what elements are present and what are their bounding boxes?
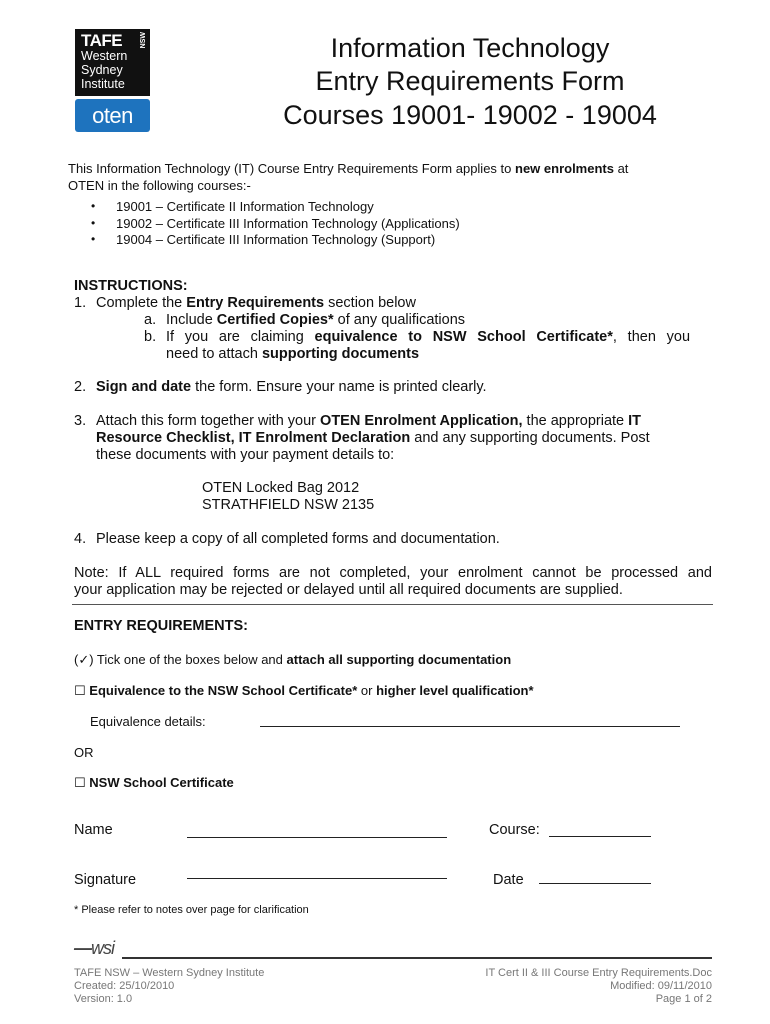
step3-mid: the appropriate <box>522 413 629 429</box>
step1b-line2 <box>166 346 419 363</box>
option1-bold2: higher level qualification* <box>376 683 534 698</box>
tick-pre: (✓) Tick one of the boxes below and <box>74 652 287 667</box>
step1-number: 1. <box>74 295 87 311</box>
logo-nsw-text: NSW <box>140 32 147 49</box>
intro-text: This Information Technology (IT) Course Entry Requirements Form applies to <box>68 161 515 176</box>
footer-divider <box>122 957 712 959</box>
date-field[interactable] <box>539 883 651 884</box>
entry-heading: ENTRY REQUIREMENTS: <box>74 618 249 634</box>
course-label: Course: <box>489 822 540 838</box>
bullet-dot: • <box>91 216 96 230</box>
step1b-text <box>166 329 690 346</box>
footer-right-line1: IT Cert II & III Course Entry Requirements.Doc <box>485 967 712 979</box>
address-line2: STRATHFIELD NSW 2135 <box>202 497 375 513</box>
intro-text-end: at <box>613 161 629 176</box>
signature-label: Signature <box>74 872 137 888</box>
step3-number: 3. <box>74 413 87 429</box>
logo-tafe-text: TAFE <box>81 31 123 50</box>
footer-right-line2: Modified: 09/11/2010 <box>610 980 712 992</box>
option2-bold: NSW School Certificate <box>89 775 234 790</box>
step1a-post: of any qualifications <box>333 312 466 328</box>
step3-pre: Attach this form together with your <box>96 413 321 429</box>
checkbox-school-certificate[interactable]: ☐ <box>74 775 86 790</box>
wsi-logo-text: wsi <box>91 938 114 958</box>
step1b-label: b. <box>144 329 157 345</box>
step1a-label: a. <box>144 312 157 328</box>
step1a-bold: Certified Copies* <box>216 312 334 328</box>
wsi-logo: —wsi <box>74 938 114 958</box>
intro-line2: OTEN in the following courses:- <box>68 178 251 193</box>
step2-post: the form. Ensure your name is printed clearly. <box>191 379 487 395</box>
oten-logo: oten <box>75 99 150 132</box>
course-item-19001: 19001 – Certificate II Information Technology <box>116 199 374 214</box>
step1b-line2-pre: need to attach <box>166 346 262 362</box>
logo-line-sydney: Sydney <box>81 63 123 77</box>
step1b-pre: If you are claiming <box>166 329 315 345</box>
note-line1: Note: If ALL required forms are not completed, your enrolment cannot be processed and <box>74 565 712 581</box>
option-equivalence[interactable] <box>74 682 534 699</box>
footer-right-line3: Page 1 of 2 <box>655 993 712 1005</box>
step2-bold: Sign and date <box>96 379 192 395</box>
name-field[interactable] <box>187 837 447 838</box>
course-field[interactable] <box>549 836 651 837</box>
logo-line-institute: Institute <box>81 77 125 91</box>
course-item-19002: 19002 – Certificate III Information Technology (Applications) <box>116 216 460 231</box>
step1-bold: Entry Requirements <box>186 295 325 311</box>
step1-post: section below <box>324 295 416 311</box>
step4-number: 4. <box>74 531 87 547</box>
bullet-dot: • <box>91 199 96 213</box>
section-divider <box>72 604 713 605</box>
step3-line2 <box>96 430 650 447</box>
page-title-line2: Entry Requirements Form <box>315 66 625 96</box>
option-school-certificate[interactable] <box>74 774 234 791</box>
bullet-dot: • <box>91 232 96 246</box>
step3-line3: these documents with your payment details to: <box>96 447 395 463</box>
date-label: Date <box>493 872 524 888</box>
tick-bold: attach all supporting documentation <box>286 652 512 667</box>
address-line1: OTEN Locked Bag 2012 <box>202 480 360 496</box>
checkbox-equivalence[interactable]: ☐ <box>74 683 86 698</box>
step3-bold2: IT <box>628 413 642 429</box>
signature-field[interactable] <box>187 878 447 879</box>
step2-text <box>96 379 487 396</box>
logo-line-western: Western <box>81 49 128 63</box>
step1a-pre: Include <box>166 312 217 328</box>
course-item-19004: 19004 – Certificate III Information Technology (Support) <box>116 232 436 247</box>
equivalence-details-label: Equivalence details: <box>90 714 206 729</box>
step1b-post: , then you <box>612 329 691 345</box>
step1b-line2-bold: supporting documents <box>261 346 420 362</box>
footer-left-line2: Created: 25/10/2010 <box>74 980 175 992</box>
page-title-line1: Information Technology <box>330 33 610 63</box>
step4-text: Please keep a copy of all completed forms and documentation. <box>96 531 500 547</box>
name-label: Name <box>74 822 113 838</box>
step1-text <box>96 295 416 312</box>
instructions-heading: INSTRUCTIONS: <box>74 278 188 294</box>
intro-paragraph <box>68 160 718 177</box>
footer-left-line3: Version: 1.0 <box>74 993 133 1005</box>
tick-instruction <box>74 651 511 668</box>
or-label: OR <box>74 745 94 760</box>
step3-line2-post: and any supporting documents. Post <box>410 430 650 446</box>
step3-text <box>96 413 641 430</box>
step3-line2-bold: Resource Checklist, IT Enrolment Declaration <box>96 430 411 446</box>
step1b-bold: equivalence to NSW School Certificate* <box>314 329 613 345</box>
footnote: * Please refer to notes over page for clarification <box>74 904 309 916</box>
note-line2: your application may be rejected or delayed until all required documents are supplied. <box>74 582 623 598</box>
step2-number: 2. <box>74 379 87 395</box>
option1-bold1: Equivalence to the NSW School Certificate* <box>89 683 358 698</box>
step1-pre: Complete the <box>96 295 187 311</box>
intro-bold: new enrolments <box>515 161 614 176</box>
option1-or: or <box>357 683 377 698</box>
step1a-text <box>166 312 465 329</box>
footer-left-line1: TAFE NSW – Western Sydney Institute <box>74 967 265 979</box>
tafe-logo <box>75 29 150 96</box>
page-title-line3: Courses 19001- 19002 - 19004 <box>283 100 657 130</box>
step3-bold1: OTEN Enrolment Application, <box>320 413 523 429</box>
equivalence-details-field[interactable] <box>260 726 680 727</box>
